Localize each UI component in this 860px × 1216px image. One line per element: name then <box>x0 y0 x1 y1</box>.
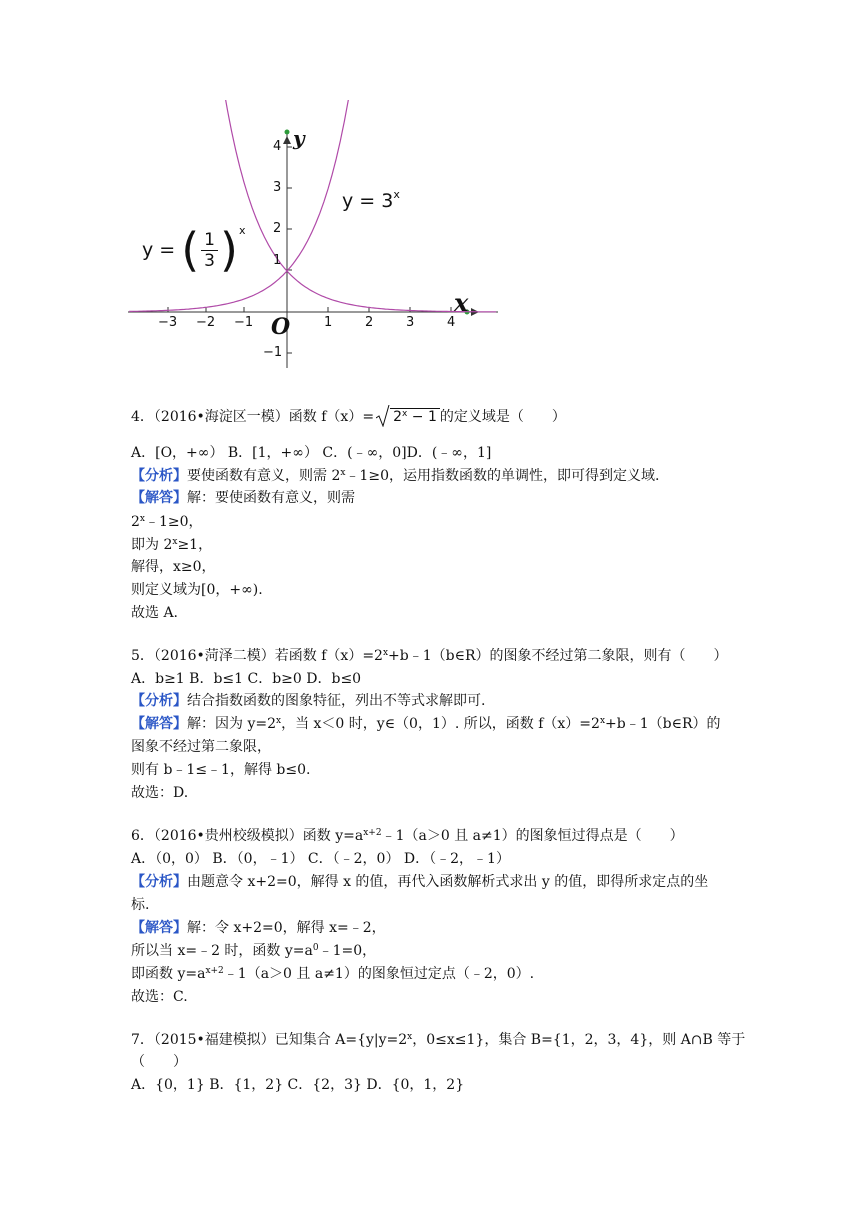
q4-analysis-text-2: ﹣1≥0，运用指数函数的单调性，即可得到定义域. <box>345 468 660 484</box>
radicand <box>390 408 440 425</box>
q5-analysis <box>131 691 485 711</box>
q6-analysis-text: 由题意令 x+2=0，解得 x 的值，再代入函数解析式求出 y 的值，即得所求定点的坐 <box>187 874 709 890</box>
analysis-tag: 【分析】 <box>131 693 187 709</box>
x-ticks <box>168 307 451 312</box>
q5-solution-exp-1: x <box>276 716 282 726</box>
q7-options: A．{0，1} B．{1，2} C．{2，3} D．{0，1，2} <box>131 1077 465 1093</box>
q4-step-2-b: ≥1， <box>177 537 213 553</box>
origin-label: O <box>271 314 291 340</box>
solution-tag: 【解答】 <box>131 716 187 732</box>
x-tick-label: 3 <box>406 315 415 330</box>
q5-solution <box>131 714 720 734</box>
curve-left-prefix: y = <box>142 239 176 261</box>
y-tick-label: 1 <box>273 253 282 268</box>
curve-left-label <box>142 222 245 278</box>
q6-solution-text: 解：令 x+2=0，解得 x=﹣2， <box>187 920 386 936</box>
q5-solution-line-3: 则有 b﹣1≤﹣1，解得 b≤0. <box>131 762 311 778</box>
q4-solution-text: 解：要使函数有意义，则需 <box>187 490 355 506</box>
y-axis-arrow <box>283 136 291 144</box>
q6-analysis-line-2: 标. <box>131 897 150 913</box>
q6-solution-line-4: 故选：C. <box>131 989 188 1005</box>
solution-tag: 【解答】 <box>131 920 187 936</box>
fraction-denominator: 3 <box>204 250 215 271</box>
q6-solution-line-3 <box>131 964 534 984</box>
analysis-tag: 【分析】 <box>131 874 187 890</box>
fraction <box>201 230 218 271</box>
x-tick-label: 2 <box>365 315 374 330</box>
left-paren: ( <box>181 223 200 277</box>
y-axis-label: y <box>293 126 305 150</box>
y-tick-label: 4 <box>273 139 282 154</box>
y-tick-label: −1 <box>263 345 283 360</box>
q7-stem-start: 7．（2015•福建模拟）已知集合 A={y|y=2 <box>131 1032 408 1048</box>
q6-solution-3b: ﹣1（a＞0 且 a≠1）的图象恒过定点（﹣2，0）. <box>223 966 535 982</box>
fraction-numerator: 1 <box>201 230 218 251</box>
q7-stem-exponent: x <box>407 1032 413 1042</box>
q4-analysis-exponent: x <box>340 468 346 478</box>
q4-options: A．[O，+∞） B．[1，+∞） C．(﹣∞，0]D．(﹣∞，1] <box>131 445 492 461</box>
q6-solution-3a: 即函数 y=a <box>131 966 206 982</box>
q4-stem-start: 4．（2016•海淀区一模）函数 f（x）= <box>131 409 375 425</box>
curve-right-label <box>342 190 400 212</box>
q6-stem-exponent: x+2 <box>363 828 382 838</box>
q5-solution-exp-2: x <box>599 716 606 726</box>
q6-stem-start: 6．（2016•贵州校级模拟）函数 y=a <box>131 828 364 844</box>
q6-options: A．（0，0） B．（0，﹣1） C．（﹣2，0） D．（﹣2，﹣1） <box>131 851 510 867</box>
y-tick-label: 2 <box>273 221 282 236</box>
q5-solution-line-4: 故选：D. <box>131 785 189 801</box>
y-axis-end-dot <box>285 130 290 135</box>
x-tick-label: −1 <box>234 315 254 330</box>
q4-analysis <box>131 466 659 486</box>
q4-stem-end: 的定义域是（ ） <box>439 409 566 425</box>
q6-solution-3-exp: x+2 <box>205 966 224 976</box>
q4-step-1-a: 2 <box>131 514 140 530</box>
radicand-tail: − 1 <box>407 409 437 425</box>
curve-right-text: y = 3 <box>342 190 394 212</box>
q4-solution <box>131 488 355 508</box>
x-tick-label: −2 <box>196 315 216 330</box>
curve-right-exponent: x <box>393 188 400 201</box>
right-paren: ) <box>220 223 238 277</box>
q6-solution-2a: 所以当 x=﹣2 时，函数 y=a <box>131 943 313 959</box>
q4-step-1 <box>131 512 203 532</box>
curve-y-3-pow-x <box>129 100 348 311</box>
q4-step-1-exp: x <box>139 514 145 524</box>
q4-step-4: 则定义域为[0，+∞). <box>131 582 263 598</box>
radicand-exponent: x <box>401 409 408 419</box>
q4-step-1-b: ﹣1≥0， <box>145 514 203 530</box>
q5-analysis-text: 结合指数函数的图象特征，列出不等式求解即可. <box>187 693 486 709</box>
q5-stem-end: +b﹣1（b∈R）的图象不经过第二象限，则有（ ） <box>388 648 728 664</box>
x-axis-label: x <box>454 288 469 317</box>
analysis-tag: 【分析】 <box>131 468 187 484</box>
x-tick-label: −3 <box>158 315 178 330</box>
q7-stem <box>131 1030 745 1050</box>
q5-options: A．b≥1 B．b≤1 C．b≥0 D．b≤0 <box>131 671 362 687</box>
q4-step-2-a: 即为 2 <box>131 537 173 553</box>
q5-stem-exponent: x <box>382 648 389 658</box>
x-tick-label: 1 <box>324 315 333 330</box>
q4-step-5: 故选 A. <box>131 605 179 621</box>
solution-tag: 【解答】 <box>131 490 187 506</box>
x-tick-label: 4 <box>447 315 456 330</box>
sqrt-expression <box>376 407 440 427</box>
q5-solution-line-2: 图象不经过第二象限， <box>131 739 271 755</box>
q5-stem-start: 5．（2016•菏泽二模）若函数 f（x）=2 <box>131 648 383 664</box>
curve-left-exponent: x <box>238 224 246 237</box>
exponential-graph <box>128 100 498 380</box>
q6-solution <box>131 918 386 938</box>
q4-analysis-text: 要使函数有意义，则需 2 <box>187 468 341 484</box>
radical-sign <box>376 405 390 427</box>
q5-solution-a: 解：因为 y=2 <box>187 716 276 732</box>
q6-stem <box>131 826 684 846</box>
q4-step-2-exp: x <box>172 537 178 547</box>
q4-stem <box>131 407 566 427</box>
q6-stem-end: ﹣1（a＞0 且 a≠1）的图象恒过得点是（ ） <box>381 828 684 844</box>
q6-solution-2b: ﹣1=0， <box>318 943 377 959</box>
q4-step-2 <box>131 535 212 555</box>
q5-solution-b: ，当 x＜0 时，y∈（0，1）. 所以，函数 f（x）=2 <box>281 716 600 732</box>
q7-stem-end: ，0≤x≤1}，集合 B={1，2，3，4}，则 A∩B 等于 <box>412 1032 746 1048</box>
q6-solution-line-2 <box>131 941 376 961</box>
q5-solution-c: +b﹣1（b∈R）的 <box>605 716 721 732</box>
q7-stem-line-2: （ ） <box>131 1054 187 1070</box>
y-tick-label: 3 <box>273 180 282 195</box>
radicand-base: 2 <box>393 409 402 425</box>
q5-stem <box>131 646 728 666</box>
q6-solution-2-exp: 0 <box>312 943 319 953</box>
q6-analysis <box>131 872 708 892</box>
q4-step-3: 解得，x≥0， <box>131 559 216 575</box>
